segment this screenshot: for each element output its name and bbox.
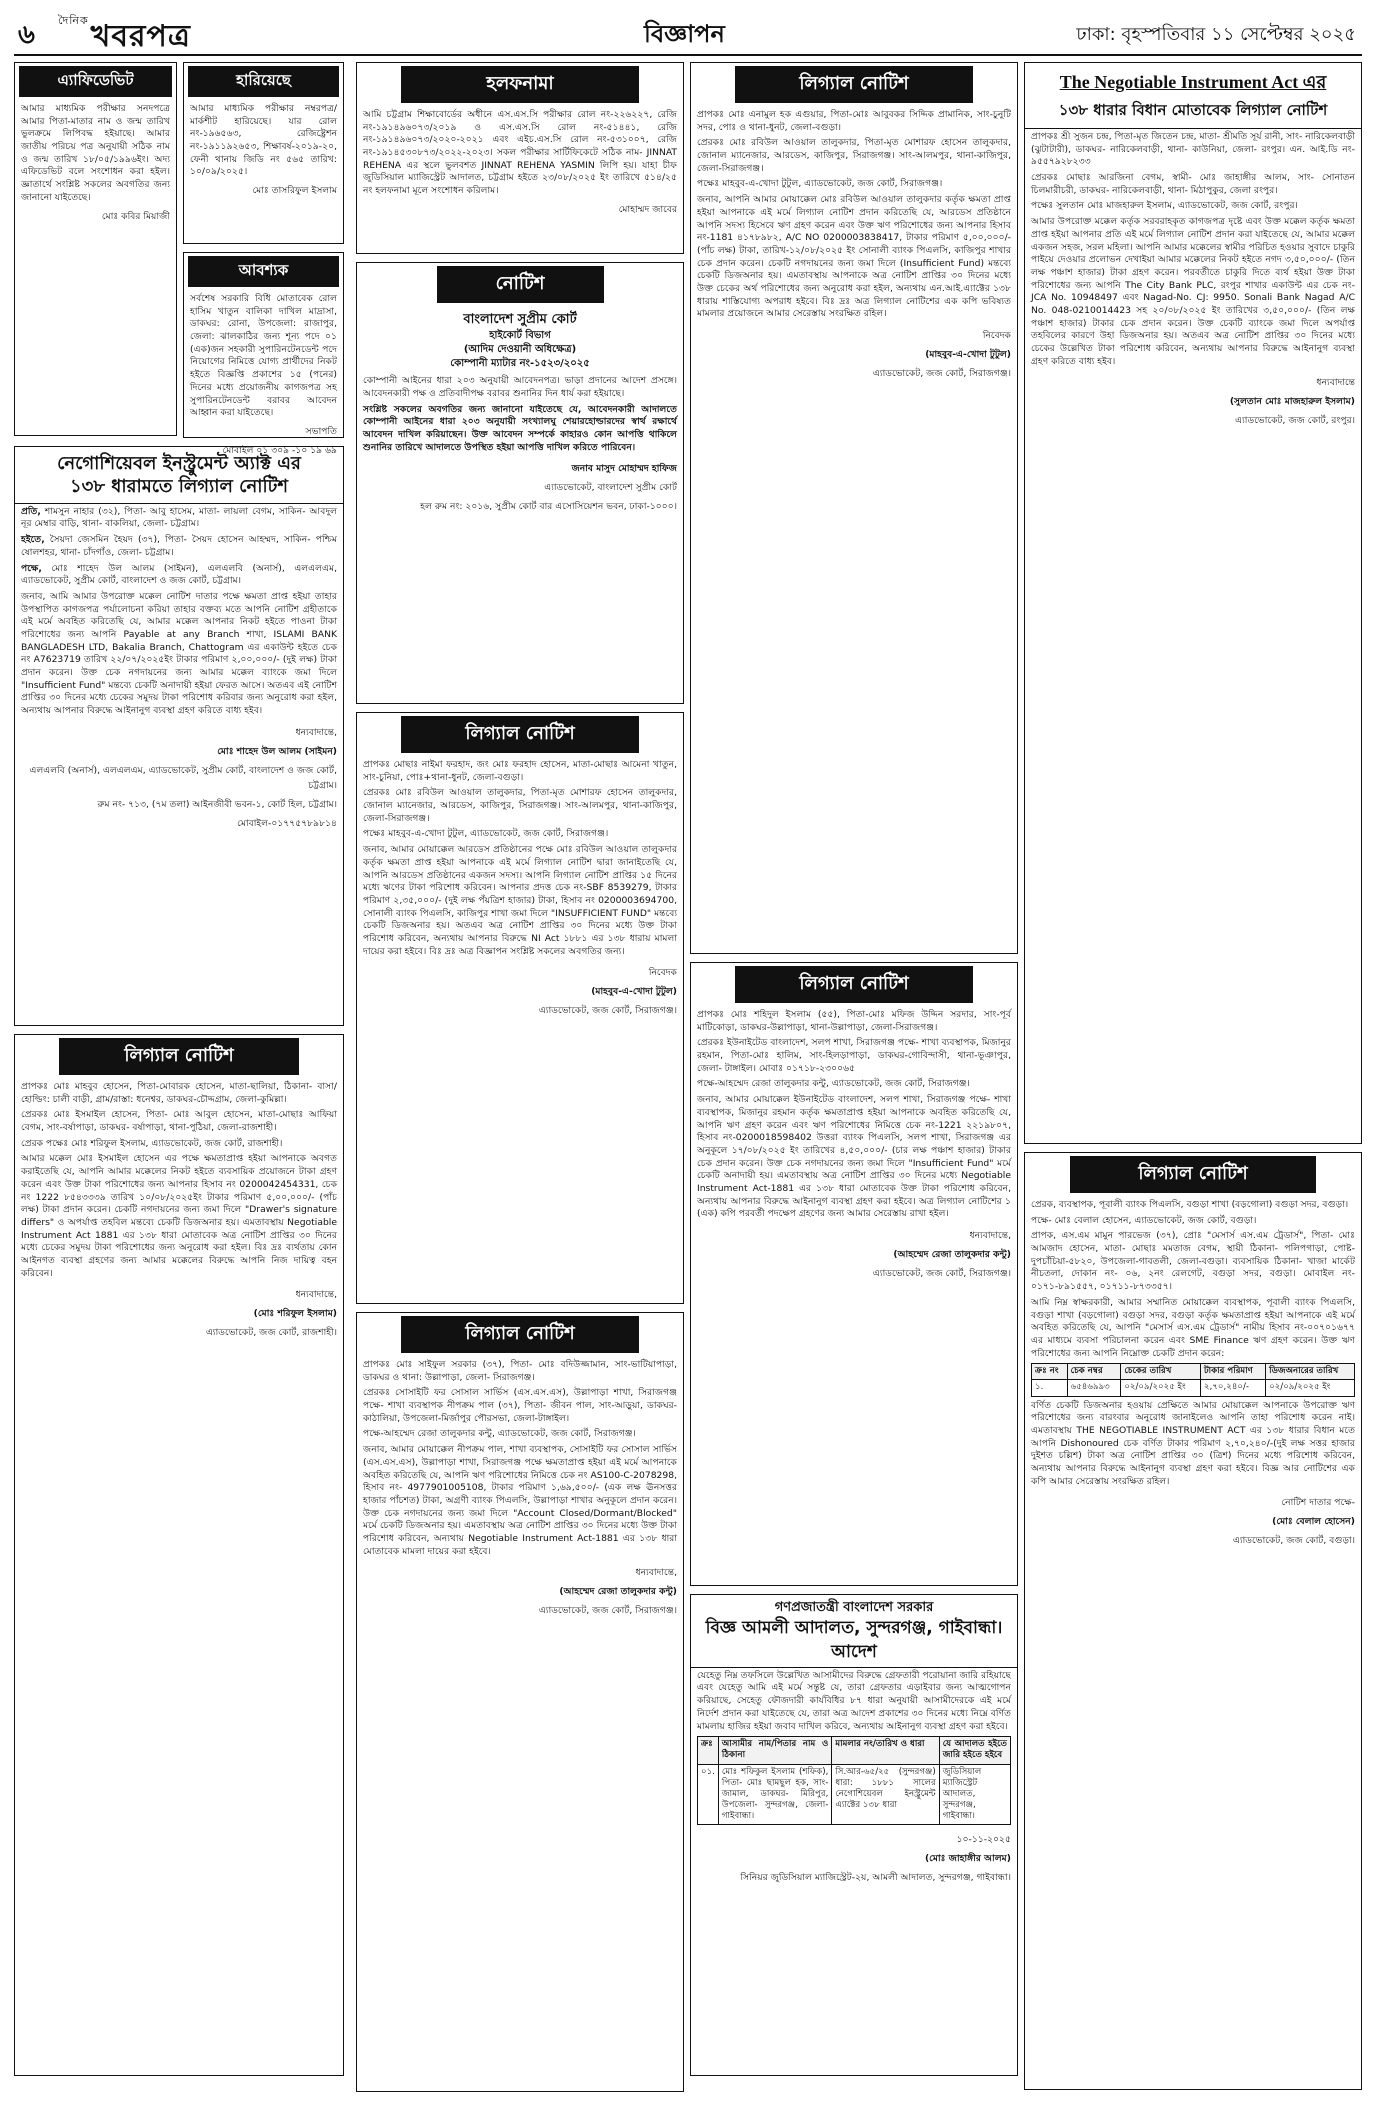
- ad-body: আমার মাধ্যমিক পরীক্ষার সনদপত্রে আমার পিতা-মাতার নাম ও জন্ম তারিখ ভুলক্রমে লিপিবদ্ধ হইয়াছে। আমার জাতীয় পরিচয় পত্র অনুযায়ী সঠিক নাম ও জন্ম তারিখ ১৮/০৫/১৯৯৬ইং। অদ্য এফিডেভিট বলে সংশোধন করা হইল। জ্ঞাতার্থে সংশ্লিষ্ট সকলের অবগতির জন্য জানানো যাইতেছে।: [21, 103, 170, 203]
- ad-body: [357, 1357, 683, 1565]
- title-line-1: The Negotiable Instrument Act এর: [1059, 72, 1327, 92]
- advocate-label: পক্ষে,: [21, 562, 42, 574]
- table-cell: ০২/০৯/২০২৫ ইং: [1266, 1380, 1355, 1396]
- signature-name: (মাহবুব-এ-খোদা টুটুল): [925, 349, 1011, 360]
- legal-notice-ad-a: [690, 62, 1018, 954]
- notice-body: জনাব, আমার মোয়াক্কেল আরডেস প্রতিষ্ঠানের পক্ষে মোঃ রবিউল আওয়াল তালুকদার কর্তৃক ক্ষমতা প্রাপ্ত হইয়া আপনাকে এই মর্মে লিগ্যাল নোটিশ দ্বারা জানাইতেছি যে, আপনি আরডেস প্রতিষ্ঠানের একজন সদস্য। আপনি লিগ্যাল নোটিশ প্রাপ্তির ১৫ দিনের মধ্যে ঋণের টাকা পরিশোধ করিবেন। আপনার প্রদত্ত চেক নং-SBF 8539279, টাকার পরিমাণ ২,৩৫,০০০/- (দুই লক্ষ পঁয়ত্রিশ হাজার) টাকা, হিসাব নং 0200003694700, সোনালী ব্যাংক পিএলসি, কাজিপুর শাখা জমা দিলে "INSUFFICIENT FUND" মন্তব্যে চেকটি ডিজঅনার হয়। অতএব অত্র নোটিশ প্রাপ্তির ৩০ দিনের মধ্যে উক্ত টাকা পরিশোধ করিবেন, অন্যথায় আপনার বিরুদ্ধে NI Act ১৮৮১ এর ১৩৮ ধারায় মামলা দায়ের করা হইবে। বিঃ দ্রঃ অত্র বিজ্ঞাপন সংশ্লিষ্ট সকলের অবগতির জন্য।: [363, 844, 677, 957]
- address: হল রুম নং: ২০১৬, সুপ্রীম কোর্ট বার এসোসিয়েশন ভবন, ঢাকা-১০০০।: [420, 501, 677, 513]
- sender: প্রেরকঃ মোঃ রবিউল আওয়াল তালুকদার, পিতা-মৃত মোশারফ হোসেন তালুকদার, জোনাল ম্যানেজার, আরডেস, কাজিপুর, সিরাজগঞ্জ। সাং-আলমপুর, থানা-কাজিপুর, জেলা-সিরাজগঞ্জ।: [697, 137, 1011, 174]
- closing: ধন্যবাদান্তে,: [969, 1230, 1011, 1241]
- ad-mobile: মোবাইল ০১ ৩০৯ -১০ ১৯ ৬৯: [222, 444, 337, 456]
- recipient: প্রাপকঃ মোঃ শহিদুল ইসলাম (৫৫), পিতা-মোঃ মফিজ উদ্দিন সরদার, সাং-পূর্ব মাটিকোড়া, ডাকঘর-উল্লাপাড়া, থানা-উল্লাপাড়া, জেলা-সিরাজগঞ্জ।: [697, 1009, 1011, 1033]
- table-cell: মোঃ শফিকুল ইসলাম (শফিক), পিতা- মোঃ ছামছুল হক, সাং- জামাল, ডাকঘর- মিরিপুর, উপজেলা- সুন্দরগঞ্জ, জেলা- গাইবান্ধা।: [718, 1764, 831, 1825]
- advocate: প্রেরক পক্ষেঃ মোঃ শরিফুল ইসলাম, এ্যাডভোকেট, জজ কোর্ট, রাজশাহী।: [21, 1137, 283, 1149]
- title-line-2: ১৩৮ ধারার বিধান মোতাবেক লিগ্যাল নোটিশ: [1058, 101, 1328, 119]
- column-4: [1024, 62, 1362, 2098]
- column-header: মামলার নং/তারিখ ও ধারা: [832, 1737, 939, 1764]
- affidavit-oath-ad: [356, 62, 684, 254]
- column-header: চেকের তারিখ: [1121, 1364, 1201, 1380]
- ad-body: [691, 107, 1017, 328]
- notice-body: জনাব, আমার মোয়াক্কেল ইউনাইটেড বাংলাদেশ, সলপ শাখা, সিরাজগঞ্জ পক্ষে- শাখা ব্যবস্থাপক, মিজানুর রহমান কর্তৃক ক্ষমতাপ্রাপ্ত হইয়া আপনাকে অবহিত করিতেছি যে, আপনি ঋণ গ্রহণ করেন এবং ঋণ পরিশোধের নিমিত্তে চেক নং-1221 ২২১৯৮০৭, হিসাব নং-0200018598402 উত্তরা ব্যাংক পিএলসি, সলপ শাখা, সিরাজগঞ্জ এর অনুকূলে ১৭/০৮/২০২৫ ইং তারিখের ৪,৫০,০০০/- (চার লক্ষ পঞ্চাশ হাজার) টাকার চেক প্রদান করেন। উক্ত চেক নগদায়নের জন্য জমা দিলে "Insufficient Fund" মর্মে চেকটি অনাদায়ী হয়। এমতাবস্থায় অত্র নোটিশ প্রাপ্তির ৩০ দিনের মধ্যে Negotiable Instrument Act-1881 এর ১৩৮ ধারা মোতাবেক উক্ত টাকা পরিশোধ করিবেন, অন্যথায় আপনার বিরুদ্ধে আইনানুগ ব্যবস্থা গ্রহণ করা হইবে। অত্র লিগ্যাল নোটিশের ১ (এক) কপি পরবর্তী পদক্ষেপ গ্রহণের জন্য আমার সেরেস্তায় রাখা হইল।: [697, 1094, 1011, 1220]
- ad-signature: সভাপতি: [305, 425, 337, 437]
- ad-header: লিগ্যাল নোটিশ: [401, 716, 640, 753]
- masthead: [14, 10, 1362, 56]
- recipient: প্রাপকঃ মোছাঃ নাইমা ফরহাদ, জং মোঃ ফরহাদ হোসেন, মাতা-মোছাঃ আমেনা খাতুন, সাং-চুনিয়া, পোঃ+থানা-ধুনট, জেলা-বগুড়া।: [363, 759, 677, 783]
- signature-title: এ্যাডভোকেট, জজ কোর্ট, সিরাজগঞ্জ।: [872, 1268, 1011, 1279]
- column-header: ডিজঅনারের তারিখ: [1266, 1364, 1355, 1380]
- notice-body: জনাব, আমার মোয়াক্কেল নীপক্রম পাল, শাখা ব্যবস্থাপক, সোসাইটি ফর সোসাল সার্ভিস (এস.এস.এস), উল্লাপাড়া শাখা, সিরাজগঞ্জ পক্ষে ক্ষমতাপ্রাপ্ত হইয়া এই মর্মে আপনাকে অবহিত করিতেছি যে, আপনি ঋণ পরিশোধের নিমিত্তে চেক নং AS100-C-2078298, হিসাব নং- 4977901005108, টাকার পরিমাণ ১,৬৯,৫০০/- (এক লক্ষ ঊনসত্তর হাজার পাঁচশত) টাকা, অগ্রণী ব্যাংক পিএলসি, উল্লাপাড়া শাখার অনুকূলে প্রদান করেন। উক্ত চেক নগদায়নের জন্য জমা দিলে "Account Closed/Dormant/Blocked" মর্মে চেকটি ডিজঅনার হয়। এমতাবস্থায় অত্র নোটিশ প্রাপ্তির ৩০ দিনের মধ্যে উক্ত টাকা পরিশোধ করিবেন, অন্যথায় Negotiable Instrument Act-1881 এর ১৩৮ ধারা মোতাবেক মামলা দায়ের করা হইবে।: [363, 1444, 677, 1557]
- order-heading: [691, 1595, 1017, 1668]
- table-cell: সি.আর-৬৫/২৫ (সুন্দরগঞ্জ) ধারা: ১৮৮১ সালের নেগোশিয়েবল ইনস্ট্রুমেন্ট এ্যাক্টের ১৩৮ ধারা: [832, 1764, 939, 1825]
- signature-title: সিনিয়র জুডিসিয়াল ম্যাজিস্ট্রেট-২য়, আমলী আদালত, সুন্দরগঞ্জ, গাইবান্ধা।: [740, 1872, 1011, 1884]
- column-header: ক্রঃ: [698, 1737, 719, 1764]
- ni-act-notice-ad: [1024, 62, 1362, 1144]
- signature-name: মোঃ শাহেদ উল আলম (সাইমন): [217, 745, 337, 757]
- required-ad: [183, 252, 344, 456]
- column-header: চেক নম্বর: [1067, 1364, 1121, 1380]
- ad-body: সর্বশেষ সরকারি বিধি মোতাবেক রোল হাসিম খাতুন বালিকা দাখিল মাদ্রাসা, ডাকঘর: রোনা, উপজেলা: রাজাপুর, জেলা: ঝালকাঠির জন্য শূন্য পদে ০১ (এক)জন সহকারী সুপারিনটেনডেন্ট পদে নিয়োগের নিমিত্তে যোগ্য প্রার্থীদের নিকট হইতে বিজ্ঞপ্তি প্রকাশের ১৫ (পনের) দিনের মধ্যে প্রয়োজনীয় কাগজপত্র সহ সুপারিনটেনডেন্ট বরাবর আবেদন আহ্বান করা যাইতেছে।: [190, 293, 337, 419]
- column-header: আসামীর নাম/পিতার নাম ও ঠিকানা: [718, 1737, 831, 1764]
- order-label: আদেশ: [831, 1641, 877, 1662]
- advocate: পক্ষেঃ মাহবুব-এ-খোদা টুটুল, এ্যাডভোকেট, জজ কোর্ট, সিরাজগঞ্জ।: [697, 178, 943, 190]
- signature-name: (মাহবুব-এ-খোদা টুটুল): [591, 986, 677, 998]
- closing: ধন্যবাদান্তে,: [295, 1289, 337, 1301]
- ad-header: লিগ্যাল নোটিশ: [59, 1038, 299, 1075]
- cheque-table: [1031, 1363, 1355, 1396]
- notice-body: আমি নিম্ন স্বাক্ষরকারী, আমার সম্মানিত মোয়াক্কেল ব্যবস্থাপক, পূবালী ব্যাংক পিএলসি, বগুড়া শাখা (বড়গোলা) বগুড়া সদর, বগুড়া কর্তৃক ক্ষমতাপ্রাপ্ত হইয়া আপনাকে এই মর্মে অবহিত করিতেছি যে, আপনি "মেসার্স এস.এম ট্রেডার্স" নামীয় হিসাব নং-০০৭০১৬৭৭ এর মাধ্যমে ব্যবসা পরিচালনা করেন এবং SME Finance ঋণ গ্রহণ করেন। উক্ত ঋণ পরিশোধের জন্য আপনি নিম্নোক্ত চেকটি প্রদান করেন:: [1031, 1296, 1355, 1359]
- government-name: গণপ্রজাতন্ত্রী বাংলাদেশ সরকার: [774, 1600, 934, 1615]
- column-1: [14, 62, 344, 2084]
- government-order-ad: [690, 1594, 1018, 2076]
- legal-notice-ad: [1024, 1152, 1362, 2090]
- ad-header: আবশ্যক: [188, 256, 338, 287]
- sender: প্রেরকঃ মোঃ রবিউল আওয়াল তালুকদার, পিতা-মৃত মোশারফ হোসেন তালুকদার, জোনাল ম্যানেজার, আরডেস, কাজিপুর, সিরাজগঞ্জ। সাং-আলমপুর, থানা-কাজিপুর, জেলা-সিরাজগঞ্জ।: [363, 787, 677, 824]
- notice-body: জনাব, আপনি আমার মোয়াক্কেল মোঃ রবিউল আওয়াল তালুকদার কর্তৃক ক্ষমতা প্রাপ্ত হইয়া আপনাকে এই মর্মে লিগ্যাল নোটিশ প্রদান করিতেছি যে, আরডেস প্রতিষ্ঠানে আপনি সদস্য হিসেবে ঋণ গ্রহণ করেন এবং উক্ত ঋণ পরিশোধের জন্য আপনার হিসাব নং-1181 ৪১৭৮৯৮২, A/C NO 0200003838417, টাকার পরিমাণ ৫,০০,০০০/- (পাঁচ লক্ষ) টাকা, তারিখ-১২/০৮/২০২৫ ইং সোনালী ব্যাংক পিএলসি, কাজিপুর শাখার চেক প্রদান করেন। চেকটি নগদায়নের জন্য জমা দিলে (Insufficient Fund) মন্তব্যে চেকটি ডিজঅনার হয়। এমতাবস্থায় আপনাকে অত্র নোটিশ প্রাপ্তির ৩০ দিনের মধ্যে উক্ত চেকের অর্থ পরিশোধের জন্য অনুরোধ করা হইল, অন্যথায় এন.আই.এ্যাক্টের ১৩৮ ধারায় শাস্তিযোগ্য অপরাধ হইবে। বিঃ দ্রঃ অত্র লিগ্যাল নোটিশের এক কপি ভবিষ্যত মামলার প্রয়োজনে আমার সেরেস্তায় সংরক্ষিত রহিল।: [697, 194, 1011, 320]
- notice-body: আমার মক্কেল মোঃ ইসমাইল হোসেন এর পক্ষে ক্ষমতাপ্রাপ্ত হইয়া আপনাকে অবগত করাইতেছি যে, আপনি আমার মক্কেলের নিকট হইতে ব্যবসায়িক প্রয়োজনে টাকা গ্রহণ করেন এবং উক্ত টাকা পরিশোধের জন্য আপনার হিসাব নং 0200042454331, চেক নং 1222 ৮৫৪৩৩৩৯ তারিখ ১০/০৮/২০২৫ইং টাকার পরিমাণ ৫,০০,০০০/- (পাঁচ লক্ষ) টাকা প্রদান করেন। চেকটি নগদায়নের জন্য জমা দিলে "Drawer's signature differs" ও অপর্যাপ্ত তহবিল মন্তব্যে চেকটি ডিজঅনার হয়। এমতাবস্থায় Negotiable Instrument Act 1881 এর ১৩৮ ধারা মোতাবেক অত্র নোটিশ প্রাপ্তির ৩০ দিনের মধ্যে চেকের সমুদয় টাকা পরিশোধের জন্য অনুরোধ করা হইল। বিঃ দ্রঃ ব্যর্থতায় কোন আইনগত ব্যবস্থা গ্রহণের জন্য আমার মক্কেলের বিরুদ্ধে আপনি নিজ দায়িত্ব বহন করিবেন।: [21, 1153, 337, 1279]
- order-text: যেহেতু নিম্ন তফসিলে উল্লেখিত আসামীদের বিরুদ্ধে গ্রেফতারী পরোয়ানা জারি রহিয়াছে এবং যেহেতু আমি এই মর্মে সন্তুষ্ট যে, তারা গ্রেফতার এড়াইবার জন্য আত্মগোপন করিয়াছে, সেহেতু ফৌজদারী কার্যবিধির ৮৭ ধারা অনুযায়ী আসামীদেরকে এই মর্মে নির্দেশ প্রদান করা যাইতেছে যে, তারা অত্র আদেশ প্রকাশের ৩০ দিনের মধ্যে নিম্নে বর্ণিত মামলায় হাজির হইয়া জবাব দাখিল করিবে, অন্যথায় আইনানুগ ব্যবস্থা গ্রহণ করা হইবে।: [697, 1669, 1011, 1732]
- ad-signature: মোহাম্মদ জাবের: [618, 203, 677, 215]
- signature-name: (মোঃ বেলাল হোসেন): [1272, 1516, 1355, 1528]
- sender: প্রেরকঃ মোঃ ইসমাইল হোসেন, পিতা- মোঃ আবুল হোসেন, মাতা-মোছাঃ আফিয়া বেগম, সাং-বর্ষাপাড়া, ডাকঘর- বর্ষাপাড়া, থানা-পুঠিয়া, জেলা-রাজশাহী।: [21, 1109, 337, 1134]
- table-cell: ২,৭০,২৪০/-: [1201, 1380, 1266, 1396]
- column-header: ক্রঃ নং: [1032, 1364, 1068, 1380]
- ad-body: [691, 1668, 1017, 1833]
- notice-body-continued: বর্ণিত চেকটি ডিজঅনার হওয়ায় প্রেক্ষিতে আমার মোয়াক্কেল আপনাকে উপরোক্ত ঋণ পরিশোধের জন্য বারংবার অনুরোধ জানাইলেও আপনি তাহা পরিশোধ করেন নাই। এমতাবস্থায় THE NEGOTIABLE INSTRUMENT ACT এর ১৩৮ ধারার বিধান মতে আপনি Dishonoured চেক বর্ণিত টাকার পরিমাণ ২,৭০,২৪০/-(দুই লক্ষ সত্তর হাজার দুইশত চল্লিশ) টাকা অত্র নোটিশ প্রাপ্তির ৩০ (ত্রিশ) দিনের মধ্যে পরিশোধ করিবেন, অন্যথায় আপনার বিরুদ্ধে আইনানুগ ব্যবস্থা গ্রহণ করা হইবে। বিজ্ঞ আর নোটিশের এক কপি আমার সেরেস্তায় সংরক্ষিত রহিল।: [1031, 1399, 1355, 1487]
- ad-body: [1025, 129, 1361, 375]
- ad-body: আমার মাধ্যমিক পরীক্ষার নম্বরপত্র/মার্কশীট হারিয়েছে। যার রোল নং-১৯৬৫৬৩, রেজিষ্ট্রেশন নং-১৯১১৯২৬৫৩, শিক্ষাবর্ষ-২০১৯-২০, ফেনী থানায় জিডি নং ৫৬৫ তারিখ: ১০/০৯/২০২৫।: [190, 103, 337, 178]
- signature-title: এ্যাডভোকেট, জজ কোর্ট, বগুড়া।: [1232, 1535, 1355, 1547]
- legal-notice-ad: [14, 1034, 344, 2076]
- court-heading: [357, 307, 683, 373]
- recipient: শামসুন নাহার (৩২), পিতা- আবু হাসেম, মাতা- লায়লা বেগম, সাকিন- আবদুল নূর মেম্বার বাড়ি, থানা- বাকলিয়া, জেলা- চট্টগ্রাম।: [21, 505, 337, 530]
- signature-title: এ্যাডভোকেট, জজ কোর্ট, রাজশাহী।: [205, 1327, 337, 1339]
- advocate: পক্ষেঃ মাহবুব-এ-খোদা টুটুল, এ্যাডভোকেট, জজ কোর্ট, সিরাজগঞ্জ।: [363, 828, 609, 840]
- legal-notice-ad-a: [356, 712, 684, 1304]
- signature-title: এ্যাডভোকেট, জজ কোর্ট, সিরাজগঞ্জ।: [538, 1605, 677, 1617]
- notice-body: আমার উপরোক্ত মক্কেল কর্তৃক সরবরাহকৃত কাগজপত্র দৃষ্টে এবং উক্ত মক্কেল কর্তৃক ক্ষমতা প্রাপ্ত হইয়া আপনার প্রতি এই মর্মে লিগ্যাল নোটিশ প্রদান করা যাইতেছে যে, আমার মক্কেল একজন সহজ, সরল মহিলা। আপনি আমার মক্কেলের স্বামীর পরিচিত হওয়ার সুবাদে চাকুরি পাইয়ে দেওয়ার প্রলোভন দেখাইয়া আমার মক্কেলের নিকট হইতে নগদ ৩,৫০,০০০/- (তিন লক্ষ পঞ্চাশ হাজার) টাকা গ্রহণ করেন। পরবর্তীতে চাকুরি দিতে ব্যর্থ হইয়া উক্ত টাকা পরিশোধের জন্য আপনি The City Bank PLC, রংপুর শাখার একাউন্ট এর চেক নং- JCA No. 10948497 এবং Nagad-No. CJ: 9950. Sonali Bank Nagad A/C No. 048-0210014423 সহ ২০/০৮/২০২৫ ইং তারিখের ৩,৫০,০০০/- (তিন লক্ষ পঞ্চাশ হাজার) টাকার চেক প্রদান করেন। উক্ত চেকটি ব্যাংকে জমা দিলে অপর্যাপ্ত তহবিলের কারণে উহা ডিজঅনার হয়। অতএব অত্র নোটিশ প্রাপ্তির ৩০ দিনের মধ্যে চেকের উল্লেখিত টাকা পরিশোধ করিবেন, অন্যথায় আপনার বিরুদ্ধে আইনানুগ ব্যবস্থা গ্রহণ করিতে বাধ্য হইব।: [1031, 216, 1355, 367]
- ad-signature: মোঃ তাসরিফুল ইসলাম: [252, 185, 337, 197]
- advocate: মোঃ শাহেদ উল আলম (সাইমন), এলএলবি (অনার্স), এলএলএম, এ্যাডভোকেট, সুপ্রীম কোর্ট, বাংলাদেশ ও জজ কোর্ট, চট্টগ্রাম।: [21, 562, 337, 587]
- legal-notice-ad-b: [356, 1312, 684, 2092]
- ad-body: [1025, 1197, 1361, 1495]
- case-table: [697, 1736, 1011, 1825]
- court-notice-ad: [356, 262, 684, 704]
- ad-header: লিগ্যাল নোটিশ: [735, 66, 974, 103]
- closing: নোটিশ দাতার পক্ষে-: [1281, 1497, 1355, 1509]
- sender: সৈয়দা জেসমিন হৈয়দ (৩৭), পিতা- সৈয়দ হোসেন আহম্মদ, সাকিন- পশ্চিম ষোলশহর, থানা- চাঁদগাঁও, জেলা- চট্টগ্রাম।: [21, 534, 337, 558]
- ad-header: নোটিশ: [437, 266, 604, 303]
- table-cell: ০১.: [698, 1764, 719, 1825]
- signature-title: এ্যাডভোকেট, জজ কোর্ট, রংপুর।: [1235, 415, 1355, 427]
- closing: ধন্যবাদান্তে,: [295, 726, 337, 738]
- section-title: বিজ্ঞাপন: [644, 20, 725, 48]
- sender: প্রেরকঃ মোছাঃ আরজিনা বেগম, স্বামী- মোঃ জাহাঙ্গীর আলম, সাং- সোনাতন চিলমারীচরী, ডাকঘর- নারিকেলবাড়ী, থানা- মিঠাপুকুর, জেলা রংপুর।: [1031, 172, 1355, 196]
- ad-stack: [183, 62, 344, 456]
- closing: নিবেদক: [648, 967, 677, 979]
- ad-header: লিগ্যাল নোটিশ: [401, 1316, 640, 1353]
- recipient: প্রাপকঃ মোঃ এনামুল হক এগুয়ার, পিতা-মোঃ আবুবকর সিদ্দিক প্রামানিক, সাং-চুনুটি সদর, পোঃ ও থানা-ধুনট, জেলা-বগুড়া।: [697, 109, 1011, 133]
- ad-signature: মোঃ কবির মিয়াজী: [101, 210, 170, 222]
- advocate: পক্ষে-আহম্মেদ রেজা তালুকদার কন্টু, এ্যাডভোকেট, জজ কোর্ট, সিরাজগঞ্জ।: [697, 1078, 970, 1090]
- advocate: পক্ষেঃ সুলতান মোঃ মাজহারুল ইসলাম, এ্যাডভোকেট, জজ কোর্ট, রংপুর।: [1031, 200, 1298, 212]
- ad-body: [357, 373, 683, 461]
- recipient: প্রাপকঃ মোঃ মাহবুব হোসেন, পিতা-মোবারক হোসেন, মাতা-ছালিয়া, ঠিকানা- বাসা/হোল্ডিং: চালী বাড়ী, গ্রাম/রাস্তা: ধনেশ্বর, ডাকঘর-চৌদ্দগ্রাম, জেলা-কুমিল্লা।: [21, 1081, 337, 1105]
- ad-header: হলফনামা: [401, 66, 640, 103]
- negotiable-notice-ad: [14, 446, 344, 1026]
- ad-row-top: [14, 62, 344, 456]
- title-line-1: নেগোশিয়েবল ইনস্ট্রুমেন্ট অ্যাক্ট এর: [57, 453, 301, 474]
- table-cell: জুডিসিয়াল ম্যাজিস্ট্রেট আদালত, সুন্দরগঞ্জ, গাইবান্ধা।: [939, 1764, 1010, 1825]
- court-jurisdiction: (আদিম দেওয়ানী অধিক্ষেত্র): [463, 344, 577, 356]
- table-cell: ০২/০৯/২০২৫ ইং: [1121, 1380, 1201, 1396]
- order-date: ১০-১১-২০২৫: [956, 1834, 1011, 1846]
- sender: প্রেরকঃ ইউনাইটেড বাংলাদেশ, সলপ শাখা, সিরাজগঞ্জ পক্ষে- শাখা ব্যবস্থাপক, মিজানুর রহমান, পিতা-মোঃ হালিম, সাং-হিলড়াপাড়া, ডাকঘর-গোবিন্দাসী, থানা-ভূঞাপুর, জেলা- টাঙ্গাইল। মোবাঃ ০১৭১৮-২৩০০৬৫: [697, 1037, 1011, 1074]
- table-row: [1032, 1380, 1355, 1396]
- advocate: পক্ষে-আহম্মেদ রেজা তালুকদার কন্টু, এ্যাডভোকেট, জজ কোর্ট, সিরাজগঞ্জ।: [363, 1428, 636, 1440]
- to-label: প্রতি,: [21, 505, 41, 517]
- table-header-row: [1032, 1364, 1355, 1380]
- column-header: যে আদালত হইতে জারি হইতে হইবে: [939, 1737, 1010, 1764]
- closing: নিবেদক: [982, 330, 1011, 341]
- signature-name: (আহম্মেদ রেজা তালুকদার কন্টু): [559, 1586, 677, 1598]
- ad-body: [15, 504, 343, 725]
- ad-title: [1025, 63, 1361, 129]
- from-label: হইতে,: [21, 534, 45, 546]
- sender: প্রেরক, ব্যবস্থাপক, পূবালী ব্যাংক পিএলসি, বগুড়া শাখা (বড়গোলা) বগুড়া সদর, বগুড়া।: [1031, 1199, 1349, 1210]
- ad-body: [357, 757, 683, 965]
- ad-body: [15, 1079, 343, 1287]
- mobile: মোবাইল-০১৭৭৫৭৮৯৮১৪: [237, 817, 337, 829]
- signature-title: এ্যাডভোকেট, জজ কোর্ট, সিরাজগঞ্জ।: [538, 1005, 677, 1017]
- ad-title: [15, 447, 343, 504]
- column-2: [356, 62, 684, 2100]
- court-name: বিজ্ঞ আমলী আদালত, সুন্দরগঞ্জ, গাইবান্ধা।: [705, 1618, 1003, 1639]
- recipient: প্রাপক, এস.এম মামুন পারভেজ (৩৭), প্রোঃ "মেসার্স এস.এম ট্রেডার্স", পিতা- মোঃ আমজাদ হোসেন, মাতা- মোছাঃ মমতাজ বেগম, স্থায়ী ঠিকানা- পলিপগাড়া, পোষ্ট-দুপচাঁচিয়া-৫৮২০, উপজেলা-গাবতলী, জেলা-বগুড়া। ব্যবসায়িক ঠিকানা- খাজা মার্কেট নীচতলা, দোকান নং- ০৬, ২নং রেলগেট, বগুড়া সদর, বগুড়া। মোবাইল নং- ০১৭১-৮৯১৫৫৭, ০১৭১১-৮৭৩৩৫৭।: [1031, 1230, 1355, 1293]
- title-line-2: ১৩৮ ধারামতে লিগ্যাল নোটিশ: [69, 476, 289, 498]
- table-header-row: [698, 1737, 1011, 1764]
- ad-header: লিগ্যাল নোটিশ: [1070, 1156, 1316, 1193]
- notice-warning: সংশ্লিষ্ট সকলের অবগতির জন্য জানানো যাইতেছে যে, আবেদনকারী আদালতে কোম্পানী আইনের ধারা ২০৩ অনুযায়ী সংখ্যালঘু শেয়ারহোল্ডারদের স্বার্থ রক্ষার্থে আবেদন দাখিল করিয়াছেন। উক্ত আবেদন সম্পর্কে কাহারও কোন আপত্তি থাকিলে শুনানির তারিখে আদালতে উপস্থিত হইয়া আপত্তি দাখিল করিতে পারিবেন।: [363, 403, 677, 453]
- chamber: রুম নং- ৭১৩, (৭ম তলা) আইনজীবী ভবন-১, কোর্ট হিল, চট্টগ্রাম।: [97, 798, 337, 810]
- advocate: পক্ষে- মোঃ বেলাল হোসেন, এ্যাডভোকেট, জজ কোর্ট, বগুড়া।: [1031, 1214, 1257, 1226]
- closing: ধন্যবাদান্তে,: [635, 1567, 677, 1579]
- page-number: ৬: [18, 20, 35, 50]
- affidavit-ad: [14, 62, 177, 436]
- ad-header: হারিয়েছে: [188, 66, 338, 97]
- sender: প্রেরকঃ সোসাইটি ফর সোসাল সার্ভিস (এস.এস.এস), উল্লাপাড়া শাখা, সিরাজগঞ্জ পক্ষে- শাখা ব্যবস্থাপক নীপক্রম পাল (৩৭), পিতা- জীবন পাল, সাং-আড়ুয়া, ডাকঘর-কাঠালিয়া, উপজেলা-মির্জাপুর পৌরসভা, জেলা-টাঙ্গাইল।: [363, 1387, 677, 1424]
- logo-text: খবরপত্র: [90, 19, 191, 54]
- signature-title: এলএলবি (অনার্স), এলএলএম, এ্যাডভোকেট, সুপ্রীম কোর্ট, বাংলাদেশ ও জজ কোর্ট, চট্টগ্রাম।: [29, 764, 337, 791]
- signature-name: (আহম্মেদ রেজা তালুকদার কন্টু): [893, 1249, 1011, 1260]
- recipient: প্রাপকঃ শ্রী সুজন চন্দ্র, পিতা-মৃত জিতেন চন্দ্র, মাতা- শ্রীমতি সূর্য রানী, সাং- নারিকেলবাড়ী (ঝুটাটারী), ডাকঘর- নারিকেলবাড়ী, থানা- কাউনিয়া, জেলা- রংপুর। এন. আই.ডি নং- ৯৫৫৭৯২৮২৩৩: [1031, 131, 1355, 168]
- signature-name: (মোঃ শরিফুল ইসলাম): [253, 1308, 337, 1320]
- dateline: ঢাকা: বৃহস্পতিবার ১১ সেপ্টেম্বর ২০২৫: [1076, 24, 1356, 45]
- newspaper-logo: [58, 12, 191, 63]
- notice-body: জনাব, আমি আমার উপরোক্ত মক্কেল নোটিশ দাতার পক্ষে ক্ষমতা প্রাপ্ত হইয়া তাহার উপস্থাপিত কাগজপত্র পর্যালোচনা করিয়া তাহার বক্তব্য মতে আপনি নোটিশ গ্রহীতাকে এই মর্মে অবহিত করিতেছি যে, আমার মক্কেল আপনার নিকট হইতে পাওনা টাকা পরিশোধের জন্য আপনি Payable at any Branch শাখা, ISLAMI BANK BANGLADESH LTD, Bakalia Branch, Chattogram এর একাউন্ট হইতে চেক নং A7623719 তারিখ ২২/০৭/২০২৫ইং টাকার পরিমাণ ২,০০,০০০/- (দুই লক্ষ) টাকা প্রদান করেন। উক্ত চেক নগদায়নের জন্য আমার মক্কেল ব্যাংকে জমা দিলে "Insufficient Fund" মন্তব্যে চেকটি অনাদায়ী হইয়া ফেরত আসে। অতএব এই নোটিশ প্রাপ্তির ৩০ দিনের মধ্যে চেকের সমুদয় টাকা পরিশোধ করিবার জন্য অনুরোধ করা হইল, অন্যথায় আপনার বিরুদ্ধে আইনানুগ ব্যবস্থা গ্রহণ করিতে বাধ্য হইব।: [21, 590, 337, 717]
- column-header: টাকার পরিমাণ: [1201, 1364, 1266, 1380]
- logo-prefix: দৈনিক: [58, 14, 89, 27]
- court-division: হাইকোর্ট বিভাগ: [489, 330, 551, 342]
- table-cell: ৬৫৪৬৯৯৩: [1067, 1380, 1121, 1396]
- table-cell: ১.: [1032, 1380, 1068, 1396]
- court-name: বাংলাদেশ সুপ্রীম কোর্ট: [463, 312, 577, 327]
- ad-header: লিগ্যাল নোটিশ: [735, 966, 974, 1003]
- column-3: [690, 62, 1018, 2084]
- lost-ad: [183, 62, 344, 244]
- signature-title: এ্যাডভোকেট, বাংলাদেশ সুপ্রীম কোর্ট: [544, 482, 677, 494]
- signature-title: এ্যাডভোকেট, জজ কোর্ট, সিরাজগঞ্জ।: [872, 368, 1011, 379]
- ad-header: এ্যাফিডেভিট: [19, 66, 171, 97]
- legal-notice-ad-b: [690, 962, 1018, 1586]
- closing: ধন্যবাদান্তে: [1316, 377, 1355, 389]
- case-number: কোম্পানী ম্যাটার নং-১৫২৩/২০২৫: [450, 358, 590, 370]
- ad-body: আমি চট্টগ্রাম শিক্ষাবোর্ডের অধীনে এস.এস.সি পরীক্ষার রোল নং-২২৬২২৭, রেজি নং-১৯১৪৯৬০৭৩/২০১৯ ও এস.এস.সি রোল নং-৫১৪৪১, রেজি নং-১৯১৪৯৬০৭৩/২০২০-২০২১ এবং এইচ.এস.সি রোল নং-৫৩১০০৭, রেজি নং-১৯১৪৫৩০৮৭৩/২০২২-২০২৩। সকল পরীক্ষার সার্টিফিকেটে সঠিক নাম- JINNAT REHENA এর স্থলে ভুলবশত JINNAT REHENA YASMIN লিপি হয়। যাহা চীফ জুডিসিয়াল ম্যাজিস্ট্রেট আদালত, চট্টগ্রাম হইতে ২৩/০৮/২০২৫ ইং তারিখে ৫১৪/২৫ নং হলফনামা মূলে সংশোধন করিলাম।: [363, 109, 677, 197]
- table-row: [698, 1764, 1011, 1825]
- signature-name: জনাব মাসুদ মোহাম্মদ হাফিজ: [571, 463, 677, 475]
- notice-text: কোম্পানী আইনের ধারা ২০৩ অনুযায়ী আবেদনপত্র। ভাড়া প্রদানের আদেশ প্রসঙ্গে। আবেদনকারী পক্ষ ও প্রতিবাদীপক্ষ বরাবর শুনানির দিন ধার্য করা হইয়াছে।: [363, 375, 677, 399]
- signature-name: (সুলতান মোঃ মাজহারুল ইসলাম): [1229, 396, 1355, 408]
- ad-body: [691, 1007, 1017, 1228]
- recipient: প্রাপকঃ মোঃ সাইফুল সরকার (৩৭), পিতা- মোঃ বদিউজ্জামান, সাং-ভাটিয়াপাড়া, ডাকঘর ও থানা: উল্লাপাড়া, জেলা- সিরাজগঞ্জ।: [363, 1359, 677, 1383]
- signature-name: (মোঃ জাহাঙ্গীর আলম): [924, 1853, 1011, 1865]
